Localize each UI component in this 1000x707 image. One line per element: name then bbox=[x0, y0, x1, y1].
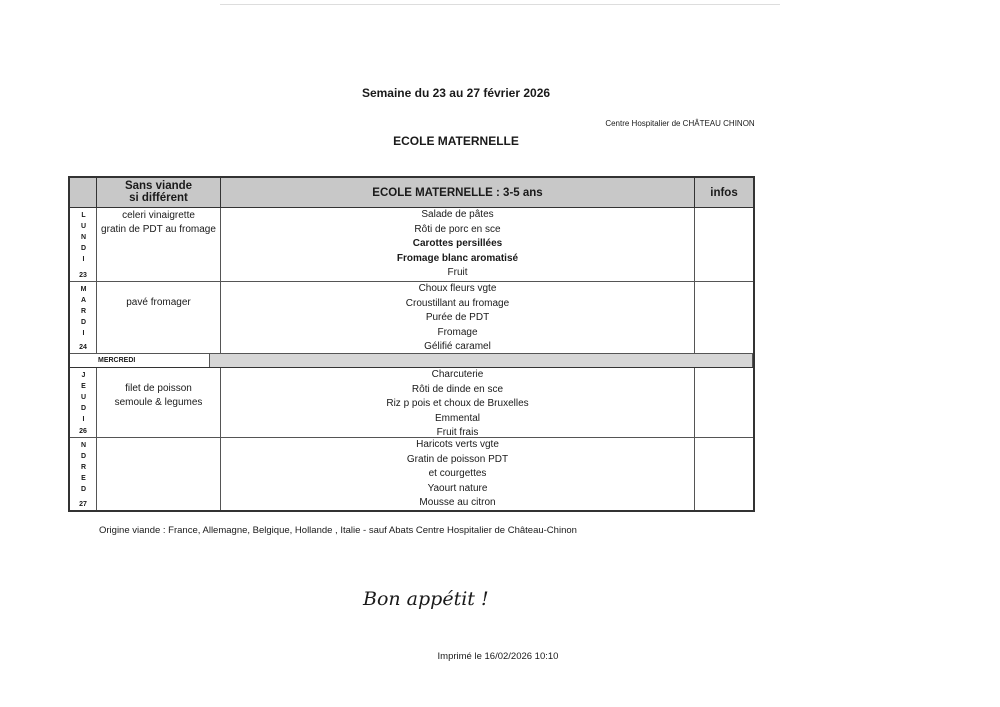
main-dish: Charcuterie bbox=[431, 369, 484, 380]
table-header-row bbox=[70, 178, 753, 208]
main-menu-cell bbox=[221, 368, 695, 437]
mercredi-main-cell bbox=[210, 354, 753, 367]
main-dish: Rôti de porc en sce bbox=[414, 223, 501, 235]
day-letters: L U N D I bbox=[80, 212, 87, 263]
main-dish: Fruit bbox=[447, 267, 468, 278]
main-dish: et courgettes bbox=[428, 468, 487, 479]
main-dish: Emmental bbox=[434, 412, 480, 424]
day-letters: J E U D I bbox=[80, 372, 87, 423]
main-dish: Fromage bbox=[437, 326, 478, 338]
scan-edge-line bbox=[220, 4, 780, 5]
header-alt-line2: si différent bbox=[129, 192, 188, 204]
print-timestamp: Imprimé le 16/02/2026 10:10 bbox=[437, 651, 559, 662]
info-cell bbox=[695, 368, 753, 437]
day-letters: N D R E D bbox=[80, 442, 87, 493]
alt-menu-cell bbox=[97, 282, 221, 353]
main-menu-cell bbox=[221, 438, 695, 510]
school-title: ECOLE MATERNELLE bbox=[393, 134, 519, 148]
day-cell bbox=[70, 438, 97, 510]
table-row-jeudi bbox=[70, 368, 753, 438]
alt-dish: pavé fromager bbox=[126, 297, 191, 308]
main-dish: Purée de PDT bbox=[425, 312, 490, 323]
hospital-name: Centre Hospitalier de CHÂTEAU CHINON bbox=[605, 119, 755, 128]
alt-dish: celeri vinaigrette bbox=[122, 210, 195, 221]
main-dish: Fromage blanc aromatisé bbox=[396, 252, 519, 264]
main-dish: Fruit frais bbox=[436, 427, 479, 438]
alt-dish: semoule & legumes bbox=[114, 397, 203, 408]
main-dish: Salade de pâtes bbox=[421, 209, 494, 220]
day-number: 27 bbox=[79, 501, 87, 508]
day-number: 23 bbox=[79, 272, 87, 279]
alt-dish: filet de poisson bbox=[125, 383, 192, 394]
main-dish: Yaourt nature bbox=[427, 482, 488, 494]
table-row-lundi bbox=[70, 208, 753, 282]
main-dish: Carottes persillées bbox=[412, 238, 503, 249]
day-number: 26 bbox=[79, 428, 87, 435]
main-dish: Gratin de poisson PDT bbox=[406, 453, 509, 465]
day-number: 24 bbox=[79, 344, 87, 351]
alt-menu-cell bbox=[97, 438, 221, 510]
header-alt-cell bbox=[97, 178, 221, 207]
info-cell bbox=[695, 282, 753, 353]
main-menu-cell bbox=[221, 208, 695, 281]
day-cell bbox=[70, 208, 97, 281]
main-dish: Gélifié caramel bbox=[424, 341, 491, 352]
day-letters: M A R D I bbox=[80, 286, 87, 337]
day-cell bbox=[70, 282, 97, 353]
main-menu-cell bbox=[221, 282, 695, 353]
main-dish: Riz p pois et choux de Bruxelles bbox=[386, 398, 529, 409]
main-dish: Croustillant au fromage bbox=[405, 297, 510, 309]
table-row-vendredi bbox=[70, 438, 753, 510]
header-alt-line1: Sans viande bbox=[124, 180, 193, 192]
table-row-mardi bbox=[70, 282, 753, 354]
main-dish: Choux fleurs vgte bbox=[418, 283, 497, 294]
table-row-mercredi bbox=[70, 354, 753, 368]
day-cell bbox=[70, 368, 97, 437]
menu-table bbox=[68, 176, 755, 512]
alt-dish: gratin de PDT au fromage bbox=[101, 224, 216, 235]
mercredi-label: MERCREDI bbox=[70, 354, 210, 367]
main-dish: Haricots verts vgte bbox=[416, 439, 499, 450]
meat-origin-note: Origine viande : France, Allemagne, Belgique, Hollande , Italie - sauf Abats Centre Hospitalier de Château-Chinon bbox=[99, 525, 577, 536]
info-cell bbox=[695, 438, 753, 510]
header-main-cell: ECOLE MATERNELLE : 3-5 ans bbox=[221, 178, 695, 207]
info-cell bbox=[695, 208, 753, 281]
header-info-cell: infos bbox=[710, 187, 738, 199]
header-day-cell bbox=[70, 178, 97, 207]
main-dish: Mousse au citron bbox=[419, 497, 496, 508]
alt-menu-cell bbox=[97, 208, 221, 281]
week-title: Semaine du 23 au 27 février 2026 bbox=[361, 86, 551, 100]
alt-menu-cell bbox=[97, 368, 221, 437]
main-dish: Rôti de dinde en sce bbox=[411, 383, 504, 395]
bon-appetit: Bon appétit ! bbox=[363, 588, 489, 610]
